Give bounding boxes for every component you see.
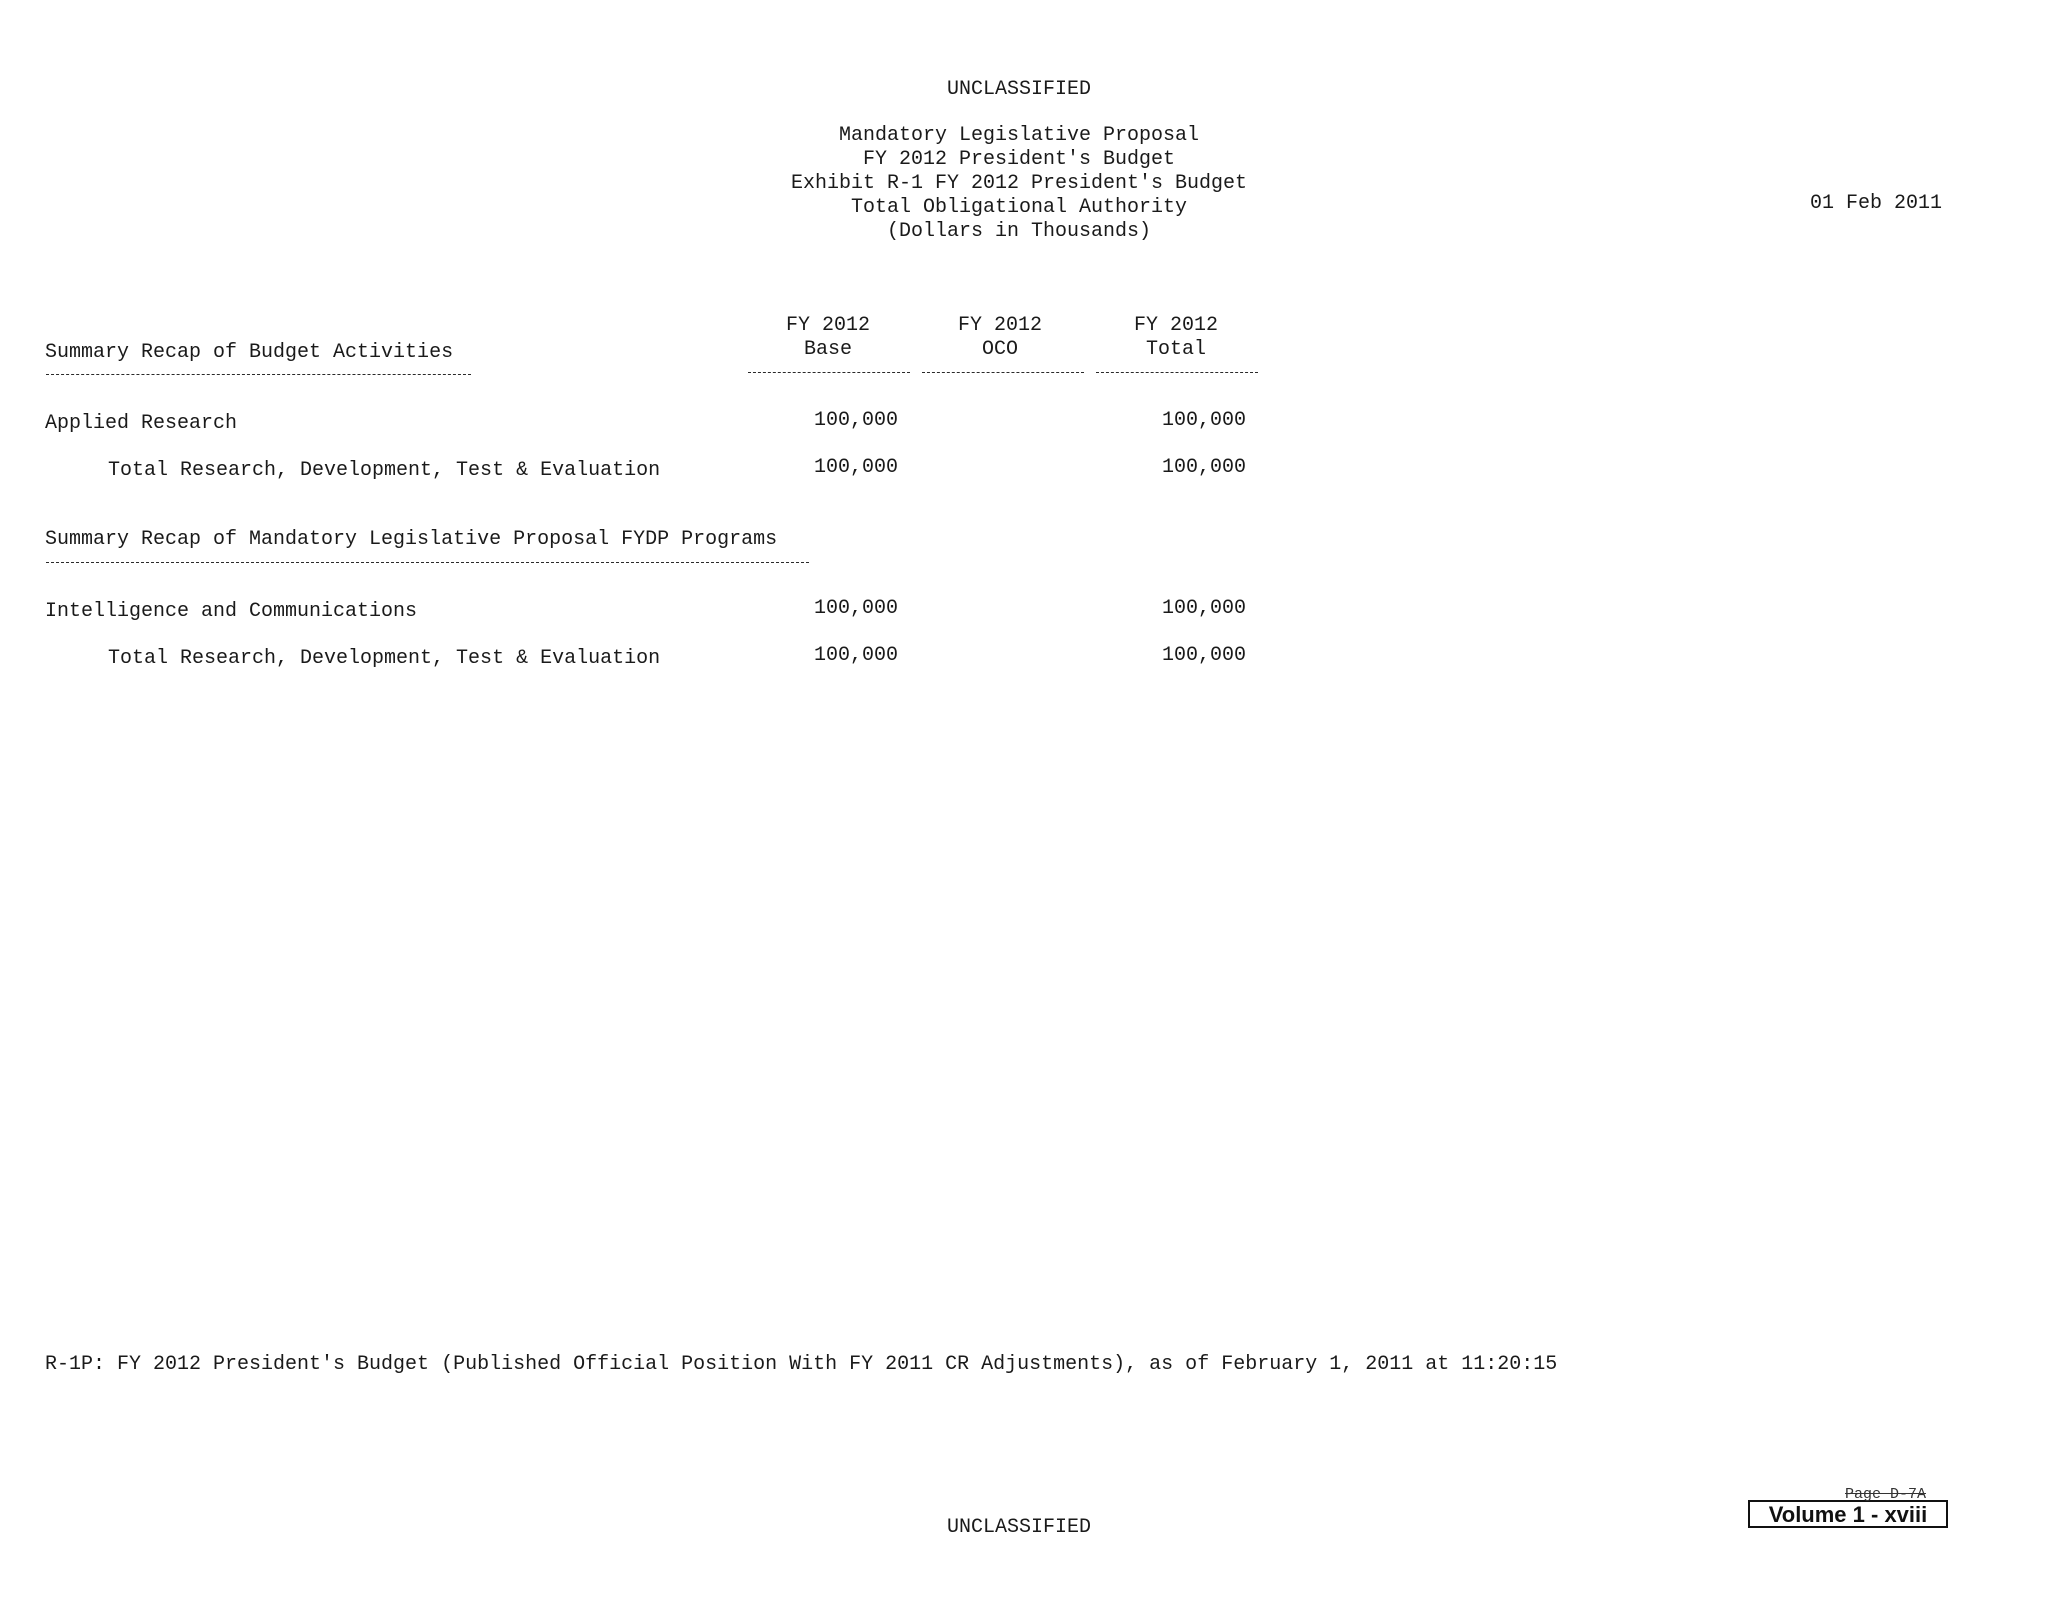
col-base-rule — [748, 372, 910, 373]
volume-stamp — [1748, 1500, 1948, 1528]
row-total-value: 100,000 — [1161, 597, 1246, 620]
footer-note: R-1P: FY 2012 President's Budget (Published Official Position With FY 2011 CR Adjustments), as of February 1, 2011 at 11:20:15 — [45, 1353, 1558, 1376]
header-units: (Dollars in Thousands) — [886, 220, 1152, 243]
col-base-label: Base — [803, 338, 853, 361]
header-subtitle: FY 2012 President's Budget — [862, 148, 1176, 171]
col-total-label: Total — [1145, 338, 1207, 361]
col-oco-rule — [922, 372, 1084, 373]
col-base-year: FY 2012 — [785, 314, 871, 337]
row-label: Applied Research — [45, 412, 238, 435]
section2-title: Summary Recap of Mandatory Legislative Proposal FYDP Programs — [45, 528, 778, 551]
section1-title: Summary Recap of Budget Activities — [45, 341, 454, 364]
row-total-value: 100,000 — [1161, 456, 1246, 479]
header-title: Mandatory Legislative Proposal — [838, 124, 1200, 147]
row-label: Total Research, Development, Test & Evaluation — [108, 647, 661, 670]
classification-bottom: UNCLASSIFIED — [946, 1516, 1092, 1539]
row-label: Total Research, Development, Test & Evaluation — [108, 459, 661, 482]
row-label: Intelligence and Communications — [45, 600, 418, 623]
row-base-value: 100,000 — [813, 597, 898, 620]
col-total-year: FY 2012 — [1133, 314, 1219, 337]
section1-title-rule — [46, 374, 471, 375]
page-label: Page D-7A — [1845, 1486, 1927, 1503]
section2-title-rule — [46, 562, 809, 563]
volume-label: Volume 1 - xviii — [1768, 1502, 1928, 1527]
row-total-value: 100,000 — [1161, 409, 1246, 432]
col-oco-year: FY 2012 — [957, 314, 1043, 337]
row-base-value: 100,000 — [813, 456, 898, 479]
row-total-value: 100,000 — [1161, 644, 1246, 667]
header-date: 01 Feb 2011 — [1810, 192, 1943, 215]
row-base-value: 100,000 — [813, 644, 898, 667]
col-total-rule — [1096, 372, 1258, 373]
header-exhibit: Exhibit R-1 FY 2012 President's Budget — [790, 172, 1248, 195]
row-base-value: 100,000 — [813, 409, 898, 432]
header-authority: Total Obligational Authority — [850, 196, 1188, 219]
col-oco-label: OCO — [981, 338, 1019, 361]
classification-top: UNCLASSIFIED — [946, 78, 1092, 101]
